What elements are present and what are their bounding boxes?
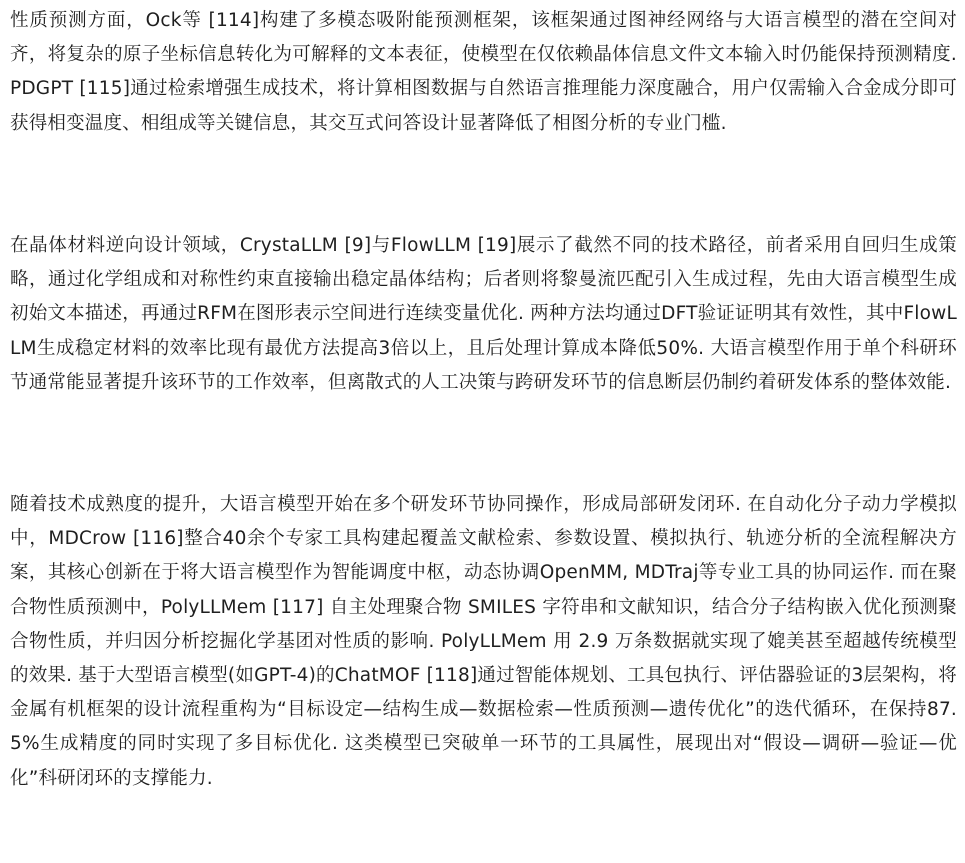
paragraph-property-prediction: 性质预测方面，Ock等 [114]构建了多模态吸附能预测框架，该框架通过图神经网络与大语言模型的潜在空间对齐，将复杂的原子坐标信息转化为可解释的文本表征，使模型在仅依赖晶体信息文件文本输入时仍能保持预测精度. PDGPT [115]通过检索增强生成技术，将计算相图数据与自然语言推理能力深度融合，用户仅需输入合金成分即可获得相变温度、相组成等关键信息，其交互式问答设计显著降低了相图分析的专业门槛. xyxy=(10,10,957,134)
paragraph-inverse-design: 在晶体材料逆向设计领域，CrystaLLM [9]与FlowLLM [19]展示了截然不同的技术路径，前者采用自回归生成策略，通过化学组成和对称性约束直接输出稳定晶体结构；后者则将黎曼流匹配引入生成过程，先由大语言模型生成初始文本描述，再通过RFM在图形表示空间进行连续变量优化. 两种方法均通过DFT验证证明其有效性，其中FlowLLM生成稳定材料的效率比现有最优方法提高3倍以上，且后处理计算成本降低50%. 大语言模型作用于单个科研环节通常能显著提升该环节的工作效率，但离散式的人工决策与跨研发环节的信息断层仍制约着研发体系的整体效能. xyxy=(10,235,957,393)
paragraph-closed-loop: 随着技术成熟度的提升，大语言模型开始在多个研发环节协同操作，形成局部研发闭环. 在自动化分子动力学模拟中，MDCrow [116]整合40余个专家工具构建起覆盖文献检索、参数设置、模拟执行、轨迹分析的全流程解决方案，其核心创新在于将大语言模型作为智能调度中枢，动态协调OpenMM, MDTraj等专业工具的协同运作. 而在聚合物性质预测中，PolyLLMem [117] 自主处理聚合物 SMILES 字符串和文献知识，结合分子结构嵌入优化预测聚合物性质，并归因分析挖掘化学基团对性质的影响. PolyLLMem 用 2.9 万条数据就实现了媲美甚至超越传统模型的效果. 基于大型语言模型(如GPT-4)的ChatMOF [118]通过智能体规划、工具包执行、评估器验证的3层架构，将金属有机框架的设计流程重构为“目标设定—结构生成—数据检索—性质预测—遗传优化”的迭代循环，在保持87.5%生成精度的同时实现了多目标优化. 这类模型已突破单一环节的工具属性，展现出对“假设—调研—验证—优化”科研闭环的支撑能力. xyxy=(10,494,957,789)
